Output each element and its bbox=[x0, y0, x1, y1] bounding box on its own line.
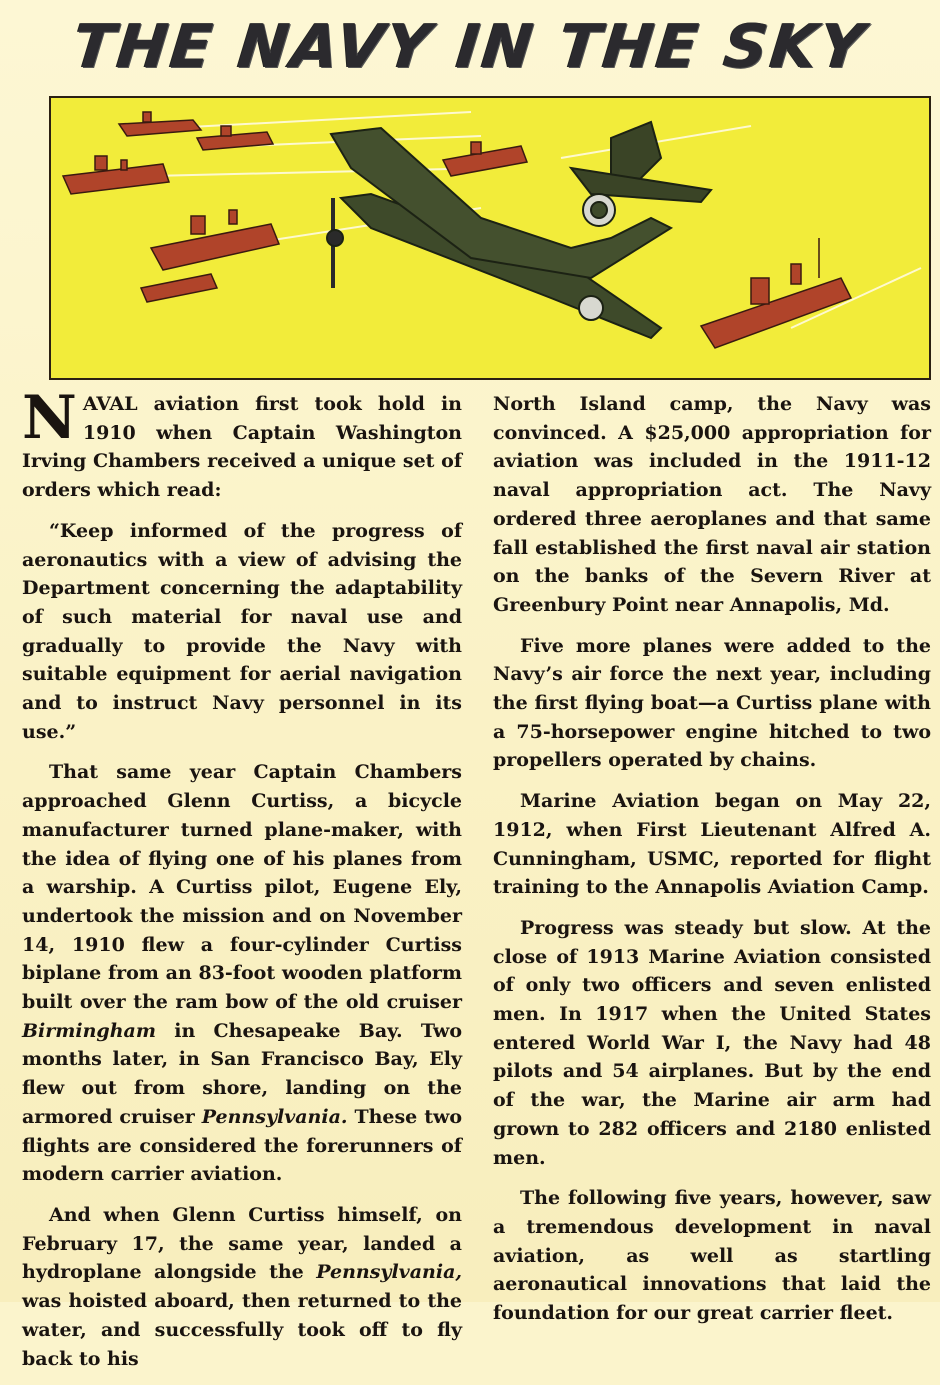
paragraph: Marine Aviation began on May 22, 1912, when First Lieutenant Alfred A. Cunningham, USMC, reported for flight training to the Annapolis Aviation Camp. bbox=[493, 790, 931, 899]
paragraph-text: AVAL aviation first took hold in 1910 when Captain Washington Irving Chambers received a unique set of orders which read: bbox=[22, 393, 462, 502]
paragraph: The following five years, however, saw a tremendous development in naval aviation, as well as startling aeronautical innovations that laid the foundation for our great carrier fleet. bbox=[493, 1187, 931, 1325]
ship-name: Pennsylvania. bbox=[201, 1105, 348, 1128]
text-column-right bbox=[493, 390, 931, 1340]
paragraph-text: That same year Captain Chambers approached Glenn Curtiss, a bicycle manufacturer turned plane-maker, with the idea of flying one of his planes from a warship. A Curtiss pilot, Eugene Ely, undertook the mission and on November 14, 1910 flew a four-cylinder Curtiss biplane from an 83-foot wooden platform built over the ram bow of the old cruiser bbox=[22, 761, 462, 1014]
paragraph: Progress was steady but slow. At the close of 1913 Marine Aviation consisted of only two officers and seven enlisted men. In 1917 when the United States entered World War I, the Navy had 48 pilots and 54 airplanes. But by the end of the war, the Marine air arm had grown to 282 officers and 2180 enlisted men. bbox=[493, 916, 931, 1169]
drop-cap: N bbox=[22, 383, 77, 453]
plane-and-ships-illustration bbox=[51, 98, 929, 378]
paragraph-text: These two flights are considered the forerunners of modern carrier aviation. bbox=[22, 1105, 462, 1186]
page-title: THE NAVY IN THE SKY bbox=[69, 12, 871, 82]
paragraph bbox=[22, 758, 462, 1189]
text-column-left bbox=[22, 383, 462, 1385]
paragraph-text: And when Glenn Curtiss himself, on February 17, the same year, landed a hydroplane alongside the bbox=[22, 1203, 462, 1284]
ship-name: Birmingham bbox=[22, 1019, 156, 1042]
quoted-orders: “Keep informed of the progress of aeronautics with a view of advising the Department concerning the adaptability of such material for naval use and gradually to provide the Navy with suitable equipment for aerial navigation and to instruct Navy personnel in its use.” bbox=[22, 519, 462, 743]
illustration-navy-plane bbox=[49, 96, 931, 380]
ship-name: Pennsylvania, bbox=[316, 1261, 462, 1284]
paragraph: North Island camp, the Navy was convinced. A $25,000 appropriation for aviation was included in the 1911-12 naval appropriation act. The Navy ordered three aeroplanes and that same fall established the first naval air station on the banks of the Severn River at Greenbury Point near Annapolis, Md. bbox=[493, 393, 931, 616]
paragraph: Five more planes were added to the Navy’s air force the next year, including the first flying boat—a Curtiss plane with a 75-horsepower engine hitched to two propellers operated by chains. bbox=[493, 634, 931, 772]
paragraph bbox=[22, 1201, 462, 1373]
paragraph-text: in Chesapeake Bay. Two months later, in San Francisco Bay, Ely flew out from shore, landing on the armored cruiser bbox=[22, 1019, 462, 1128]
paragraph bbox=[22, 383, 462, 505]
paragraph-text: was hoisted aboard, then returned to the water, and successfully took off to fly back to his bbox=[22, 1290, 462, 1370]
